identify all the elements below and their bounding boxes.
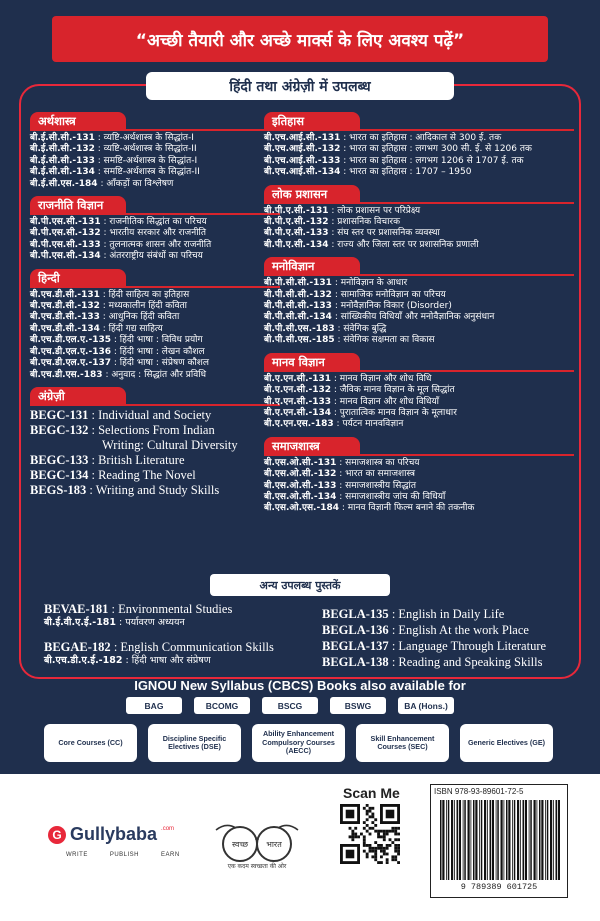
course-row xyxy=(30,335,280,346)
course-type-badge: Discipline Specific Electives (DSE) xyxy=(148,724,241,762)
course-title: : Selections From Indian xyxy=(88,422,215,437)
course-code: बी.पी.सी.एस.-183 xyxy=(264,323,335,334)
more-book-title: : पर्यावरण अध्ययन xyxy=(116,617,185,628)
course-title: : British Literature xyxy=(88,452,185,467)
more-book-row xyxy=(44,602,304,617)
section-right-3 xyxy=(264,351,574,431)
course-row xyxy=(264,335,574,346)
course-title: : समष्टि-अर्थशास्त्र के सिद्धांत-II xyxy=(94,167,200,178)
course-title: : हिंदी साहित्य का इतिहास xyxy=(99,289,190,300)
course-title: : पर्यटन मानवविज्ञान xyxy=(333,419,404,430)
course-title: : भारत का इतिहास : आदिकाल से 300 ई. तक xyxy=(340,133,502,143)
course-code: बी.ई.सी.सी.-134 xyxy=(30,167,95,178)
section-right-0 xyxy=(264,110,574,179)
course-code: बी.पी.ए.सी.-132 xyxy=(264,217,329,228)
course-code: बी.ई.सी.सी.-133 xyxy=(30,155,95,166)
course-row xyxy=(264,324,574,335)
left-column xyxy=(30,110,280,502)
course-code: बी.ए.एन.सी.-133 xyxy=(264,396,332,407)
course-code: बी.ए.एन.सी.-132 xyxy=(264,385,332,396)
course-row xyxy=(30,217,280,228)
section-title: अंग्रेज़ी xyxy=(30,387,126,405)
course-row xyxy=(264,374,574,385)
qr-code-icon[interactable] xyxy=(340,804,400,864)
course-row xyxy=(30,156,280,167)
course-title: : संघ स्तर पर प्रशासनिक व्यवस्था xyxy=(328,228,440,239)
course-row xyxy=(30,408,280,423)
course-title: : मानव विज्ञान और शोध विधियाँ xyxy=(331,396,440,407)
course-row xyxy=(30,483,280,498)
course-row xyxy=(30,347,280,358)
course-row xyxy=(30,240,280,251)
more-book-row xyxy=(44,640,304,655)
course-code: बी.पी.सी.सी.-133 xyxy=(264,301,332,312)
course-title: : समष्टि-अर्थशास्त्र के सिद्धांत-I xyxy=(94,155,198,166)
course-code: बी.एस.ओ.सी.-134 xyxy=(264,491,337,502)
more-book-title: : English in Daily Life xyxy=(388,607,505,621)
course-type-badge: Generic Electives (GE) xyxy=(460,724,553,762)
tag-write: WRITE xyxy=(66,852,88,858)
course-code: बी.पी.ए.सी.-133 xyxy=(264,228,329,239)
course-title: : लोक प्रशासन पर परिप्रेक्ष्य xyxy=(328,205,421,216)
course-code: बी.ई.सी.सी.-131 xyxy=(30,133,95,143)
course-row xyxy=(264,481,574,492)
section-title: अर्थशास्त्र xyxy=(30,112,126,130)
course-row xyxy=(30,290,280,301)
course-row xyxy=(264,240,574,251)
course-code: बी.एच.आई.सी.-131 xyxy=(264,133,341,143)
course-row xyxy=(264,469,574,480)
tag-publish: PUBLISH xyxy=(109,852,140,858)
course-title: : मानव विज्ञानी फिल्म बनाने की तकनीक xyxy=(339,503,475,514)
course-code: BEGC-131 xyxy=(30,407,89,422)
scan-me-label: Scan Me xyxy=(343,785,400,801)
course-code: बी.ई.सी.सी.-132 xyxy=(30,144,95,155)
course-row xyxy=(30,133,280,144)
program-badge: BSWG xyxy=(330,697,386,714)
more-book-title: : Environmental Studies xyxy=(108,602,233,616)
course-title: : भारतीय सरकार और राजनीति xyxy=(100,228,207,239)
section-left-1 xyxy=(30,194,280,263)
program-badge: BA (Hons.) xyxy=(398,697,454,714)
course-code: बी.पी.सी.एस.-185 xyxy=(264,335,335,346)
section-right-2 xyxy=(264,255,574,346)
course-code: बी.ए.एन.सी.-131 xyxy=(264,373,332,384)
course-title: : सांख्यिकीय विधियाँ और मनोवैज्ञानिक अनुसंधान xyxy=(331,312,495,323)
more-book-title: : Reading and Speaking Skills xyxy=(388,655,543,669)
course-code: बी.पी.ए.सी.-134 xyxy=(264,239,329,250)
course-title: : समाजशास्त्र का परिचय xyxy=(336,457,420,468)
course-code: बी.ए.एन.एस.-183 xyxy=(264,419,334,430)
course-code: बी.ए.एन.सी.-134 xyxy=(264,407,332,418)
course-row xyxy=(30,438,280,453)
course-title: : आँकड़ों का विश्लेषण xyxy=(97,178,174,189)
course-code: BEGC-132 xyxy=(30,422,89,437)
course-code: बी.एच.डी.एल.ए.-137 xyxy=(30,358,111,369)
course-type-badge: Core Courses (CC) xyxy=(44,724,137,762)
course-code: बी.पी.सी.सी.-134 xyxy=(264,312,332,323)
course-row xyxy=(264,144,574,155)
course-title: : मध्यकालीन हिंदी कविता xyxy=(99,301,187,312)
course-row xyxy=(30,144,280,155)
course-row xyxy=(30,468,280,483)
top-banner xyxy=(52,16,548,62)
course-title: : भारत का इतिहास : लगभग 300 सी. ई. से 1206 तक xyxy=(340,144,532,155)
course-row xyxy=(264,492,574,503)
section-title: लोक प्रशासन xyxy=(264,185,360,203)
section-title: हिन्दी xyxy=(30,269,126,287)
logo-tagline xyxy=(66,852,180,858)
course-code: बी.एच.डी.सी.-133 xyxy=(30,312,100,323)
more-book-row xyxy=(322,654,592,670)
swachh-left-text: स्वच्छ xyxy=(231,840,249,849)
course-code: बी.एच.आई.सी.-132 xyxy=(264,144,341,155)
course-code: BEGS-183 xyxy=(30,482,87,497)
course-code: बी.पी.सी.सी.-132 xyxy=(264,289,332,300)
course-row xyxy=(264,408,574,419)
section-title: मानव विज्ञान xyxy=(264,353,360,371)
course-row xyxy=(30,312,280,323)
logo-com: .com xyxy=(161,826,175,832)
course-title: : राज्य और जिला स्तर पर प्रशासनिक प्रणाली xyxy=(328,239,479,250)
course-row xyxy=(30,370,280,381)
more-book-code: BEVAE-181 xyxy=(44,602,109,616)
right-column xyxy=(264,110,574,519)
course-row xyxy=(264,301,574,312)
course-row xyxy=(264,206,574,217)
more-book-code: BEGLA-136 xyxy=(322,623,389,637)
course-code: बी.पी.एस.सी.-134 xyxy=(30,251,101,262)
course-code: BEGC-133 xyxy=(30,452,89,467)
section-left-0 xyxy=(30,110,280,190)
section-left-2 xyxy=(30,267,280,381)
course-code: बी.एच.डी.सी.-134 xyxy=(30,323,100,334)
logo-text: Gullybaba xyxy=(70,824,158,844)
more-books-title: अन्य उपलब्ध पुस्तकें xyxy=(210,574,390,596)
course-row xyxy=(30,423,280,438)
ignou-title: IGNOU New Syllabus (CBCS) Books also available for xyxy=(134,678,466,693)
course-row xyxy=(264,167,574,178)
course-row xyxy=(30,358,280,369)
isbn-text: ISBN 978-93-89601-72-5 xyxy=(434,787,524,796)
course-title: : Writing and Study Skills xyxy=(86,482,220,497)
more-book-row xyxy=(322,606,592,622)
section-title: समाजशास्त्र xyxy=(264,437,360,455)
more-books-right xyxy=(322,606,592,670)
course-title: : मानव विज्ञान और शोध विधि xyxy=(331,373,432,384)
course-code: बी.एस.ओ.सी.-133 xyxy=(264,480,337,491)
banner-text: “अच्छी तैयारी और अच्छे मार्क्स के लिए अवश्य पढ़ें” xyxy=(135,30,465,51)
course-title: : व्यष्टि-अर्थशास्त्र के सिद्धांत-II xyxy=(94,144,197,155)
course-title: : जैविक मानव विज्ञान के मूल सिद्धांत xyxy=(331,385,455,396)
course-title: : राजनीतिक सिद्धांत का परिचय xyxy=(100,217,207,228)
course-row xyxy=(30,167,280,178)
program-badge: BCOMG xyxy=(194,697,250,714)
course-code: बी.एस.ओ.सी.-131 xyxy=(264,457,337,468)
course-title: : तुलनात्मक शासन और राजनीति xyxy=(100,239,212,250)
section-title: इतिहास xyxy=(264,112,360,130)
course-type-list xyxy=(44,724,553,762)
section-right-4 xyxy=(264,435,574,515)
tag-earn: EARN xyxy=(161,852,180,858)
more-book-title: : हिंदी भाषा और संप्रेषण xyxy=(122,655,211,667)
course-row xyxy=(264,278,574,289)
course-code: बी.एच.डी.एस.-183 xyxy=(30,369,103,380)
swachh-bharat-glasses-icon xyxy=(212,820,302,866)
course-row xyxy=(30,324,280,335)
section-title: राजनीति विज्ञान xyxy=(30,196,126,214)
course-code: बी.पी.एस.सी.-131 xyxy=(30,217,101,228)
more-book-code: BEGLA-138 xyxy=(322,655,389,669)
course-row xyxy=(30,179,280,190)
course-title: : प्रशासनिक विचारक xyxy=(328,217,400,228)
course-title: : समाजशास्त्रीय सिद्धांत xyxy=(336,480,416,491)
course-row xyxy=(264,228,574,239)
course-title: : सामाजिक मनोविज्ञान का परिचय xyxy=(331,289,446,300)
course-code: बी.एच.आई.सी.-133 xyxy=(264,155,341,166)
more-book-code: BEGLA-135 xyxy=(322,607,389,621)
course-row xyxy=(264,156,574,167)
course-title: : संवेगिक सक्षमता का विकास xyxy=(334,335,435,346)
course-title: : अनुवाद : सिद्धांत और प्रविधि xyxy=(102,369,207,380)
course-title: : मनोवैज्ञानिक विकार (Disorder) xyxy=(331,301,452,312)
more-book-row xyxy=(44,617,304,628)
course-title: : संवेगिक बुद्धि xyxy=(334,323,387,334)
more-book-code: BEGAE-182 xyxy=(44,640,111,655)
course-title: : मनोविज्ञान के आधार xyxy=(331,278,408,289)
course-title: : भारत का समाजशास्त्र xyxy=(336,469,415,480)
course-title: : पुरातात्विक मानव विज्ञान के मूलाधार xyxy=(331,407,457,418)
more-book-row xyxy=(322,622,592,638)
program-badge: BAG xyxy=(126,697,182,714)
more-book-code: बी.एच.डी.ए.ई.-182 xyxy=(44,655,123,667)
more-book-code: बी.ई.वी.ए.ई.-181 xyxy=(44,617,117,628)
logo-g-icon: G xyxy=(48,826,66,844)
more-book-title: : Language Through Literature xyxy=(388,639,547,653)
course-title: : व्यष्टि-अर्थशास्त्र के सिद्धांत-I xyxy=(94,133,194,143)
course-title: : अंतरराष्ट्रीय संबंधों का परिचय xyxy=(100,251,203,262)
course-row xyxy=(264,312,574,323)
course-title: : हिंदी भाषा : संप्रेषण कौशल xyxy=(110,358,210,369)
course-title: : समाजशास्त्रीय जांच की विधियाँ xyxy=(336,491,446,502)
more-book-row xyxy=(44,655,304,666)
program-badge: BSCG xyxy=(262,697,318,714)
course-row xyxy=(30,228,280,239)
more-books-left xyxy=(44,602,304,667)
course-title: Writing: Cultural Diversity xyxy=(102,437,238,452)
course-row xyxy=(264,397,574,408)
course-title: : भारत का इतिहास : 1707 – 1950 xyxy=(340,167,472,178)
course-title: : आधुनिक हिंदी कविता xyxy=(99,312,180,323)
course-row xyxy=(264,385,574,396)
course-code: बी.एस.ओ.सी.-132 xyxy=(264,469,337,480)
course-row xyxy=(264,458,574,469)
course-title: : हिंदी भाषा : लेखन कौशल xyxy=(110,346,205,357)
section-right-1 xyxy=(264,183,574,252)
course-code: बी.ई.सी.एस.-184 xyxy=(30,178,98,189)
gullybaba-logo xyxy=(48,824,174,845)
course-row xyxy=(264,503,574,514)
course-code: बी.पी.एस.सी.-133 xyxy=(30,239,101,250)
course-code: बी.पी.एस.सी.-132 xyxy=(30,228,101,239)
course-code: बी.एच.डी.सी.-131 xyxy=(30,289,100,300)
section-left-3 xyxy=(30,385,280,498)
course-row xyxy=(30,251,280,262)
section-title: मनोविज्ञान xyxy=(264,257,360,275)
course-title: : भारत का इतिहास : लगभग 1206 से 1707 ई. तक xyxy=(340,155,524,166)
barcode-digits: 9 789389 601725 xyxy=(460,882,538,892)
course-title: : हिंदी गद्य साहित्य xyxy=(99,323,163,334)
course-code: BEGC-134 xyxy=(30,467,89,482)
swachh-right-text: भारत xyxy=(266,840,282,849)
more-book-row xyxy=(322,638,592,654)
course-code: बी.एस.ओ.एस.-184 xyxy=(264,503,339,514)
swachh-caption: एक कदम स्वच्छता की ओर xyxy=(227,863,287,870)
barcode-icon xyxy=(438,800,560,880)
course-row xyxy=(30,301,280,312)
more-book-title: : English Communication Skills xyxy=(110,640,274,655)
more-book-title: : English At the work Place xyxy=(388,623,529,637)
course-code: बी.एच.आई.सी.-134 xyxy=(264,167,341,178)
course-code: बी.पी.ए.सी.-131 xyxy=(264,205,329,216)
course-row xyxy=(264,290,574,301)
course-row xyxy=(264,217,574,228)
course-type-badge: Ability Enhancement Compulsory Courses (AECC) xyxy=(252,724,345,762)
course-type-badge: Skill Enhancement Courses (SEC) xyxy=(356,724,449,762)
course-code: बी.एच.डी.एल.ए.-136 xyxy=(30,346,111,357)
course-code: बी.एच.डी.सी.-132 xyxy=(30,301,100,312)
more-book-code: BEGLA-137 xyxy=(322,639,389,653)
course-title: : हिंदी भाषा : विविध प्रयोग xyxy=(110,335,203,346)
program-list xyxy=(126,697,454,714)
course-code: बी.पी.सी.सी.-131 xyxy=(264,278,332,289)
course-code: बी.एच.डी.एल.ए.-135 xyxy=(30,335,111,346)
available-in-banner: हिंदी तथा अंग्रेज़ी में उपलब्ध xyxy=(146,72,454,100)
course-row xyxy=(264,419,574,430)
course-title: : Individual and Society xyxy=(88,407,212,422)
course-title: : Reading The Novel xyxy=(88,467,196,482)
course-row xyxy=(264,133,574,144)
course-row xyxy=(30,453,280,468)
more-book-row xyxy=(44,628,304,640)
